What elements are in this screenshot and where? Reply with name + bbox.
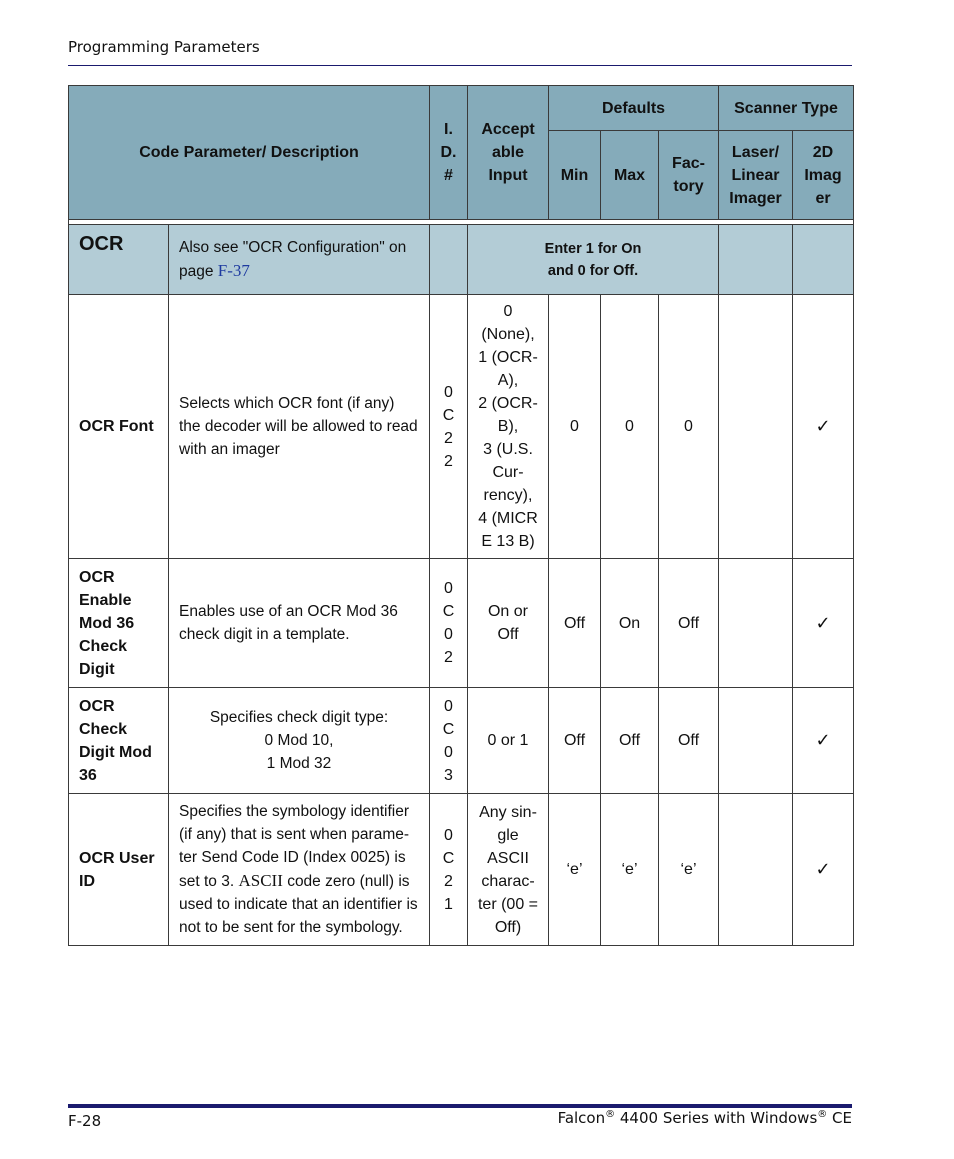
running-header: Programming Parameters [68, 38, 260, 56]
ocr-section-description: Also see "OCR Configuration" on page F-37 [169, 225, 430, 295]
laser-support [719, 295, 793, 559]
max-value: On [601, 559, 659, 688]
table-row [69, 794, 854, 946]
max-value: Off [601, 688, 659, 794]
check-icon: ✓ [793, 794, 854, 946]
footer-rule [68, 1104, 852, 1108]
max-value: 0 [601, 295, 659, 559]
footer-product-title: Falcon® 4400 Series with Windows® CE [557, 1109, 852, 1127]
parameter-table [68, 85, 854, 946]
2d-imager-header: 2D Imag er [793, 131, 854, 220]
acceptable-input: On or Off [468, 559, 549, 688]
parameter-name: OCR Check Digit Mod 36 [69, 688, 169, 794]
id-header: I. D. # [430, 86, 468, 220]
table-row [69, 295, 854, 559]
ocr-section-row [69, 225, 854, 295]
check-icon: ✓ [793, 559, 854, 688]
min-value: Off [549, 688, 601, 794]
check-icon: ✓ [793, 295, 854, 559]
laser-support [719, 559, 793, 688]
parameter-id: 0 C 0 2 [430, 559, 468, 688]
scanner-type-header: Scanner Type [719, 86, 854, 131]
factory-value: 0 [659, 295, 719, 559]
acceptable-input: Any sin- gle ASCII charac- ter (00 = Off) [468, 794, 549, 946]
table-row [69, 688, 854, 794]
header-rule [68, 65, 852, 66]
table-row [69, 559, 854, 688]
ocr-enter-note: Enter 1 for On and 0 for Off. [468, 225, 719, 295]
min-header: Min [549, 131, 601, 220]
parameter-id: 0 C 2 1 [430, 794, 468, 946]
factory-value: Off [659, 559, 719, 688]
defaults-header: Defaults [549, 86, 719, 131]
parameter-description: Selects which OCR font (if any) the decoder will be allowed to read with an imager [169, 295, 430, 559]
factory-value: Off [659, 688, 719, 794]
ocr-configuration-link[interactable]: F-37 [217, 261, 250, 280]
parameter-description: Specifies the symbology identifier (if any) that is sent when parame- ter Send Code ID (Index 0025) is set to 3. ASCII code zero (null) is used to indicate that an identifier is not to be sent for the symbology. [169, 794, 430, 946]
parameter-name: OCR User ID [69, 794, 169, 946]
factory-value: ‘e’ [659, 794, 719, 946]
factory-header: Fac- tory [659, 131, 719, 220]
parameter-id: 0 C 2 2 [430, 295, 468, 559]
min-value: 0 [549, 295, 601, 559]
check-icon: ✓ [793, 688, 854, 794]
ocr-section-title: OCR [69, 225, 169, 295]
laser-linear-imager-header: Laser/ Linear Imager [719, 131, 793, 220]
parameter-description: Specifies check digit type: 0 Mod 10, 1 Mod 32 [169, 688, 430, 794]
max-value: ‘e’ [601, 794, 659, 946]
min-value: Off [549, 559, 601, 688]
parameter-description: Enables use of an OCR Mod 36 check digit in a template. [169, 559, 430, 688]
max-header: Max [601, 131, 659, 220]
acceptable-input-header: Accept able Input [468, 86, 549, 220]
page-number: F-28 [68, 1112, 102, 1130]
acceptable-input: 0 (None), 1 (OCR- A), 2 (OCR- B), 3 (U.S. Cur- rency), 4 (MICR E 13 B) [468, 295, 549, 559]
laser-support [719, 688, 793, 794]
code-parameter-header: Code Parameter/ Description [69, 86, 430, 220]
acceptable-input: 0 or 1 [468, 688, 549, 794]
laser-support [719, 794, 793, 946]
parameter-name: OCR Font [69, 295, 169, 559]
min-value: ‘e’ [549, 794, 601, 946]
parameter-id: 0 C 0 3 [430, 688, 468, 794]
parameter-name: OCR Enable Mod 36 Check Digit [69, 559, 169, 688]
